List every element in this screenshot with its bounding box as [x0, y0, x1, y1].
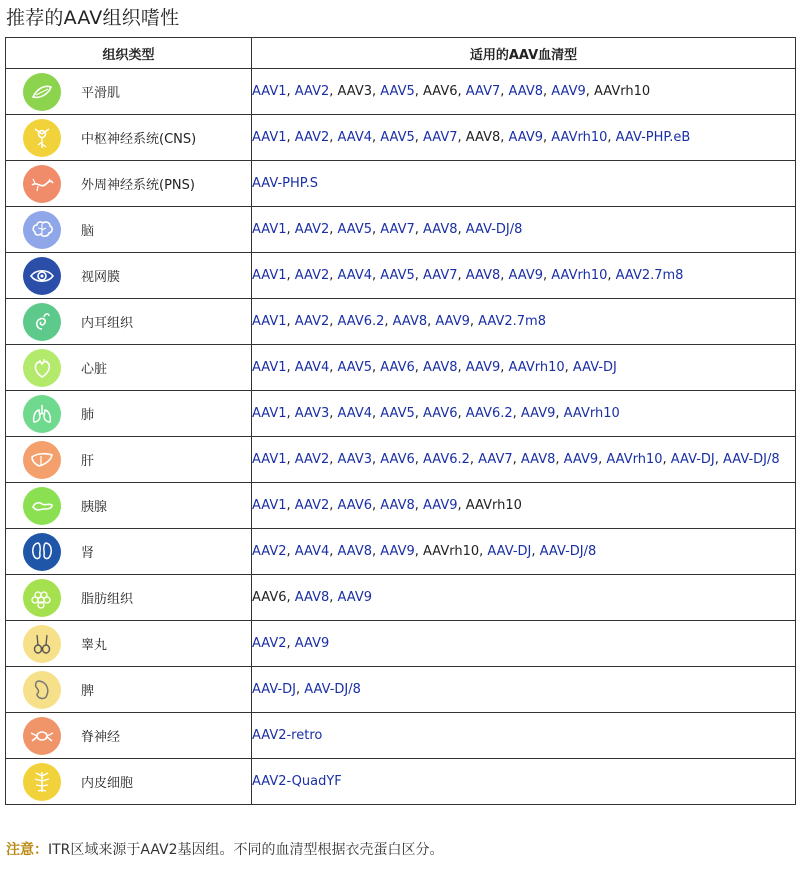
- tissue-cell: [6, 207, 252, 253]
- serotype-label: AAV2.7m8: [615, 268, 684, 283]
- tissue-name: 胰腺: [81, 500, 108, 515]
- serotype-label: AAV7: [380, 222, 415, 237]
- table-row: [6, 667, 796, 713]
- serotype-label: AAV2.7m8: [478, 314, 546, 329]
- serotype-label: AAV2: [294, 130, 330, 145]
- serotype-label: AAVrh10: [465, 498, 522, 513]
- serotype-cell: AAV1, AAV2, AAV6.2, AAV8, AAV9, AAV2.7m8: [252, 299, 796, 345]
- brain-icon: [23, 211, 61, 249]
- tissue-name: 内皮细胞: [81, 776, 134, 791]
- serotype-label: AAV9: [551, 84, 586, 99]
- serotype-label: AAV9: [563, 452, 599, 467]
- serotype-label: AAVrh10: [606, 452, 663, 467]
- nerve-fiber-icon: [23, 165, 61, 203]
- serotype-cell: AAV6, AAV8, AAV9: [252, 575, 796, 621]
- serotype-label: AAV8: [294, 590, 330, 605]
- footnote-label: 注意：: [6, 842, 48, 858]
- serotype-cell: AAV1, AAV3, AAV4, AAV5, AAV6, AAV6.2, AAV9, AAVrh10: [252, 391, 796, 437]
- inner-ear-icon: [23, 303, 61, 341]
- serotype-label: AAV8: [392, 314, 428, 329]
- page-title: 推荐的AAV组织嗜性: [6, 7, 180, 29]
- table-row: [6, 207, 796, 253]
- serotype-label: AAV1: [252, 452, 287, 467]
- serotype-label: AAV8: [423, 222, 458, 237]
- serotype-label: AAV-DJ: [487, 544, 532, 559]
- serotype-label: AAV9: [337, 590, 372, 605]
- spleen-icon: [23, 671, 61, 709]
- serotype-cell: [252, 759, 796, 805]
- serotype-label: AAV2: [294, 498, 330, 513]
- table-row: [6, 483, 796, 529]
- serotype-label: AAV7: [478, 452, 513, 467]
- tissue-cell: [6, 529, 252, 575]
- table-header-row: [6, 38, 796, 69]
- pancreas-icon: [23, 487, 61, 525]
- serotype-label: AAV5: [337, 360, 372, 375]
- serotype-label: AAV-DJ/8: [304, 682, 361, 697]
- tissue-name: 肾: [81, 546, 95, 561]
- serotype-label: AAV9: [380, 544, 415, 559]
- serotype-label: AAV5: [380, 130, 415, 145]
- serotype-label: AAVrh10: [423, 544, 480, 559]
- serotype-label: AAV2-QuadYF: [252, 774, 342, 789]
- testis-icon: [23, 625, 61, 663]
- adipose-icon: [23, 579, 61, 617]
- serotype-label: AAV5: [380, 406, 415, 421]
- liver-icon: [23, 441, 61, 479]
- eye-icon: [23, 257, 61, 295]
- serotype-label: AAV9: [508, 268, 543, 283]
- tissue-cell: [6, 69, 252, 115]
- tissue-name: 视网膜: [81, 270, 121, 285]
- serotype-label: AAV9: [435, 314, 470, 329]
- tissue-name: 心脏: [81, 362, 108, 377]
- tissue-cell: [6, 667, 252, 713]
- serotype-label: AAV6: [423, 406, 458, 421]
- serotype-label: AAV1: [252, 222, 287, 237]
- serotype-label: AAV2: [294, 452, 330, 467]
- serotype-cell: AAV1, AAV2, AAV5, AAV7, AAV8, AAV-DJ/8: [252, 207, 796, 253]
- footnote-text: ITR区域来源于AAV2基因组。不同的血清型根据衣壳蛋白区分。: [48, 842, 444, 858]
- table-row: [6, 253, 796, 299]
- tissue-cell: [6, 299, 252, 345]
- serotype-cell: [252, 161, 796, 207]
- serotype-label: AAV6: [423, 84, 458, 99]
- serotype-label: AAV3: [337, 84, 372, 99]
- tissue-cell: [6, 161, 252, 207]
- serotype-label: AAV-DJ: [572, 360, 617, 375]
- tissue-cell: [6, 345, 252, 391]
- column-header-serotype: 适用的AAV血清型: [252, 38, 796, 69]
- serotype-label: AAV5: [380, 84, 415, 99]
- table-row: [6, 161, 796, 207]
- serotype-label: AAVrh10: [551, 268, 608, 283]
- serotype-label: AAV7: [465, 84, 501, 99]
- serotype-label: AAV4: [294, 360, 330, 375]
- serotype-label: AAV4: [294, 544, 330, 559]
- serotype-label: AAV2: [294, 222, 330, 237]
- serotype-label: AAV4: [337, 130, 372, 145]
- serotype-label: AAV9: [520, 406, 556, 421]
- serotype-label: AAV4: [337, 268, 372, 283]
- tissue-name: 中枢神经系统(CNS): [81, 132, 197, 147]
- serotype-label: AAV8: [465, 130, 501, 145]
- serotype-label: AAV1: [252, 406, 287, 421]
- serotype-cell: AAV1, AAV2, AAV4, AAV5, AAV7, AAV8, AAV9, AAVrh10, AAV-PHP.eB: [252, 115, 796, 161]
- serotype-label: AAV7: [423, 130, 458, 145]
- tissue-name: 睾丸: [81, 638, 108, 653]
- serotype-label: AAV-PHP.eB: [615, 130, 691, 145]
- tissue-cell: [6, 437, 252, 483]
- serotype-cell: AAV-DJ, AAV-DJ/8: [252, 667, 796, 713]
- serotype-cell: AAV1, AAV2, AAV6, AAV8, AAV9, AAVrh10: [252, 483, 796, 529]
- serotype-label: AAV1: [252, 314, 287, 329]
- tropism-table: [5, 37, 796, 805]
- table-row: [6, 115, 796, 161]
- serotype-label: AAV3: [337, 452, 372, 467]
- table-row: [6, 391, 796, 437]
- serotype-label: AAV2: [252, 544, 287, 559]
- serotype-cell: [252, 713, 796, 759]
- serotype-label: AAV1: [252, 130, 287, 145]
- serotype-label: AAVrh10: [563, 406, 620, 421]
- serotype-label: AAV6.2: [465, 406, 513, 421]
- serotype-label: AAV2: [294, 268, 330, 283]
- serotype-label: AAV7: [423, 268, 458, 283]
- serotype-cell: AAV2, AAV4, AAV8, AAV9, AAVrh10, AAV-DJ, AAV-DJ/8: [252, 529, 796, 575]
- serotype-label: AAV-DJ: [670, 452, 715, 467]
- tissue-cell: [6, 759, 252, 805]
- serotype-label: AAV1: [252, 84, 287, 99]
- tissue-name: 外周神经系统(PNS): [81, 178, 195, 193]
- serotype-label: AAV1: [252, 268, 287, 283]
- serotype-label: AAV9: [423, 498, 458, 513]
- tissue-cell: [6, 115, 252, 161]
- column-header-tissue: 组织类型: [6, 38, 252, 69]
- smooth-muscle-icon: [23, 73, 61, 111]
- tissue-cell: [6, 713, 252, 759]
- serotype-label: AAV6: [337, 498, 372, 513]
- serotype-label: AAV6: [380, 360, 415, 375]
- table-row: [6, 437, 796, 483]
- serotype-label: AAV9: [465, 360, 501, 375]
- serotype-label: AAV9: [508, 130, 543, 145]
- tissue-name: 脾: [81, 684, 95, 699]
- serotype-label: AAV8: [520, 452, 556, 467]
- serotype-label: AAV1: [252, 498, 287, 513]
- serotype-label: AAV8: [465, 268, 501, 283]
- serotype-cell: AAV1, AAV4, AAV5, AAV6, AAV8, AAV9, AAVrh10, AAV-DJ: [252, 345, 796, 391]
- tissue-name: 脑: [81, 224, 95, 239]
- serotype-label: AAV-PHP.S: [252, 176, 318, 191]
- serotype-cell: AAV2, AAV9: [252, 621, 796, 667]
- spinal-nerve-icon: [23, 717, 61, 755]
- serotype-label: AAV3: [294, 406, 330, 421]
- tissue-cell: [6, 621, 252, 667]
- table-row: [6, 69, 796, 115]
- tissue-name: 脂肪组织: [81, 592, 134, 607]
- serotype-label: AAV5: [337, 222, 372, 237]
- tissue-cell: [6, 575, 252, 621]
- lungs-icon: [23, 395, 61, 433]
- neuron-icon: [23, 119, 61, 157]
- heart-icon: [23, 349, 61, 387]
- serotype-label: AAV8: [380, 498, 415, 513]
- serotype-label: AAV6: [252, 590, 287, 605]
- serotype-label: AAVrh10: [508, 360, 565, 375]
- table-row: [6, 345, 796, 391]
- table-row: [6, 621, 796, 667]
- serotype-label: AAVrh10: [594, 84, 651, 99]
- serotype-label: AAV6.2: [337, 314, 385, 329]
- footnote: [6, 839, 444, 859]
- serotype-label: AAV2: [294, 84, 330, 99]
- tissue-name: 内耳组织: [81, 316, 134, 331]
- tissue-cell: [6, 483, 252, 529]
- serotype-label: AAV2: [252, 636, 287, 651]
- serotype-label: AAV1: [252, 360, 287, 375]
- table-row: [6, 575, 796, 621]
- serotype-cell: AAV1, AAV2, AAV4, AAV5, AAV7, AAV8, AAV9, AAVrh10, AAV2.7m8: [252, 253, 796, 299]
- serotype-label: AAV8: [423, 360, 458, 375]
- serotype-label: AAV2: [294, 314, 330, 329]
- serotype-cell: AAV1, AAV2, AAV3, AAV5, AAV6, AAV7, AAV8, AAV9, AAVrh10: [252, 69, 796, 115]
- serotype-label: AAV6.2: [423, 452, 470, 467]
- tissue-cell: [6, 253, 252, 299]
- serotype-label: AAV4: [337, 406, 372, 421]
- serotype-cell: AAV1, AAV2, AAV3, AAV6, AAV6.2, AAV7, AAV8, AAV9, AAVrh10, AAV-DJ, AAV-DJ/8: [252, 437, 796, 483]
- table-row: [6, 299, 796, 345]
- serotype-label: AAVrh10: [551, 130, 608, 145]
- table-row: [6, 529, 796, 575]
- serotype-label: AAV-DJ/8: [465, 222, 523, 237]
- tissue-name: 脊神经: [81, 730, 121, 745]
- serotype-label: AAV5: [380, 268, 415, 283]
- tissue-cell: [6, 391, 252, 437]
- endothelial-icon: [23, 763, 61, 801]
- serotype-label: AAV-DJ/8: [723, 452, 780, 467]
- serotype-label: AAV2-retro: [252, 728, 323, 743]
- kidney-icon: [23, 533, 61, 571]
- tissue-name: 肝: [81, 454, 95, 469]
- serotype-label: AAV8: [508, 84, 543, 99]
- serotype-label: AAV-DJ/8: [539, 544, 597, 559]
- serotype-label: AAV-DJ: [252, 682, 296, 697]
- tissue-name: 平滑肌: [81, 86, 121, 101]
- table-row: [6, 713, 796, 759]
- serotype-label: AAV6: [380, 452, 415, 467]
- serotype-label: AAV9: [294, 636, 330, 651]
- tissue-name: 肺: [81, 408, 95, 423]
- serotype-label: AAV8: [337, 544, 372, 559]
- table-row: [6, 759, 796, 805]
